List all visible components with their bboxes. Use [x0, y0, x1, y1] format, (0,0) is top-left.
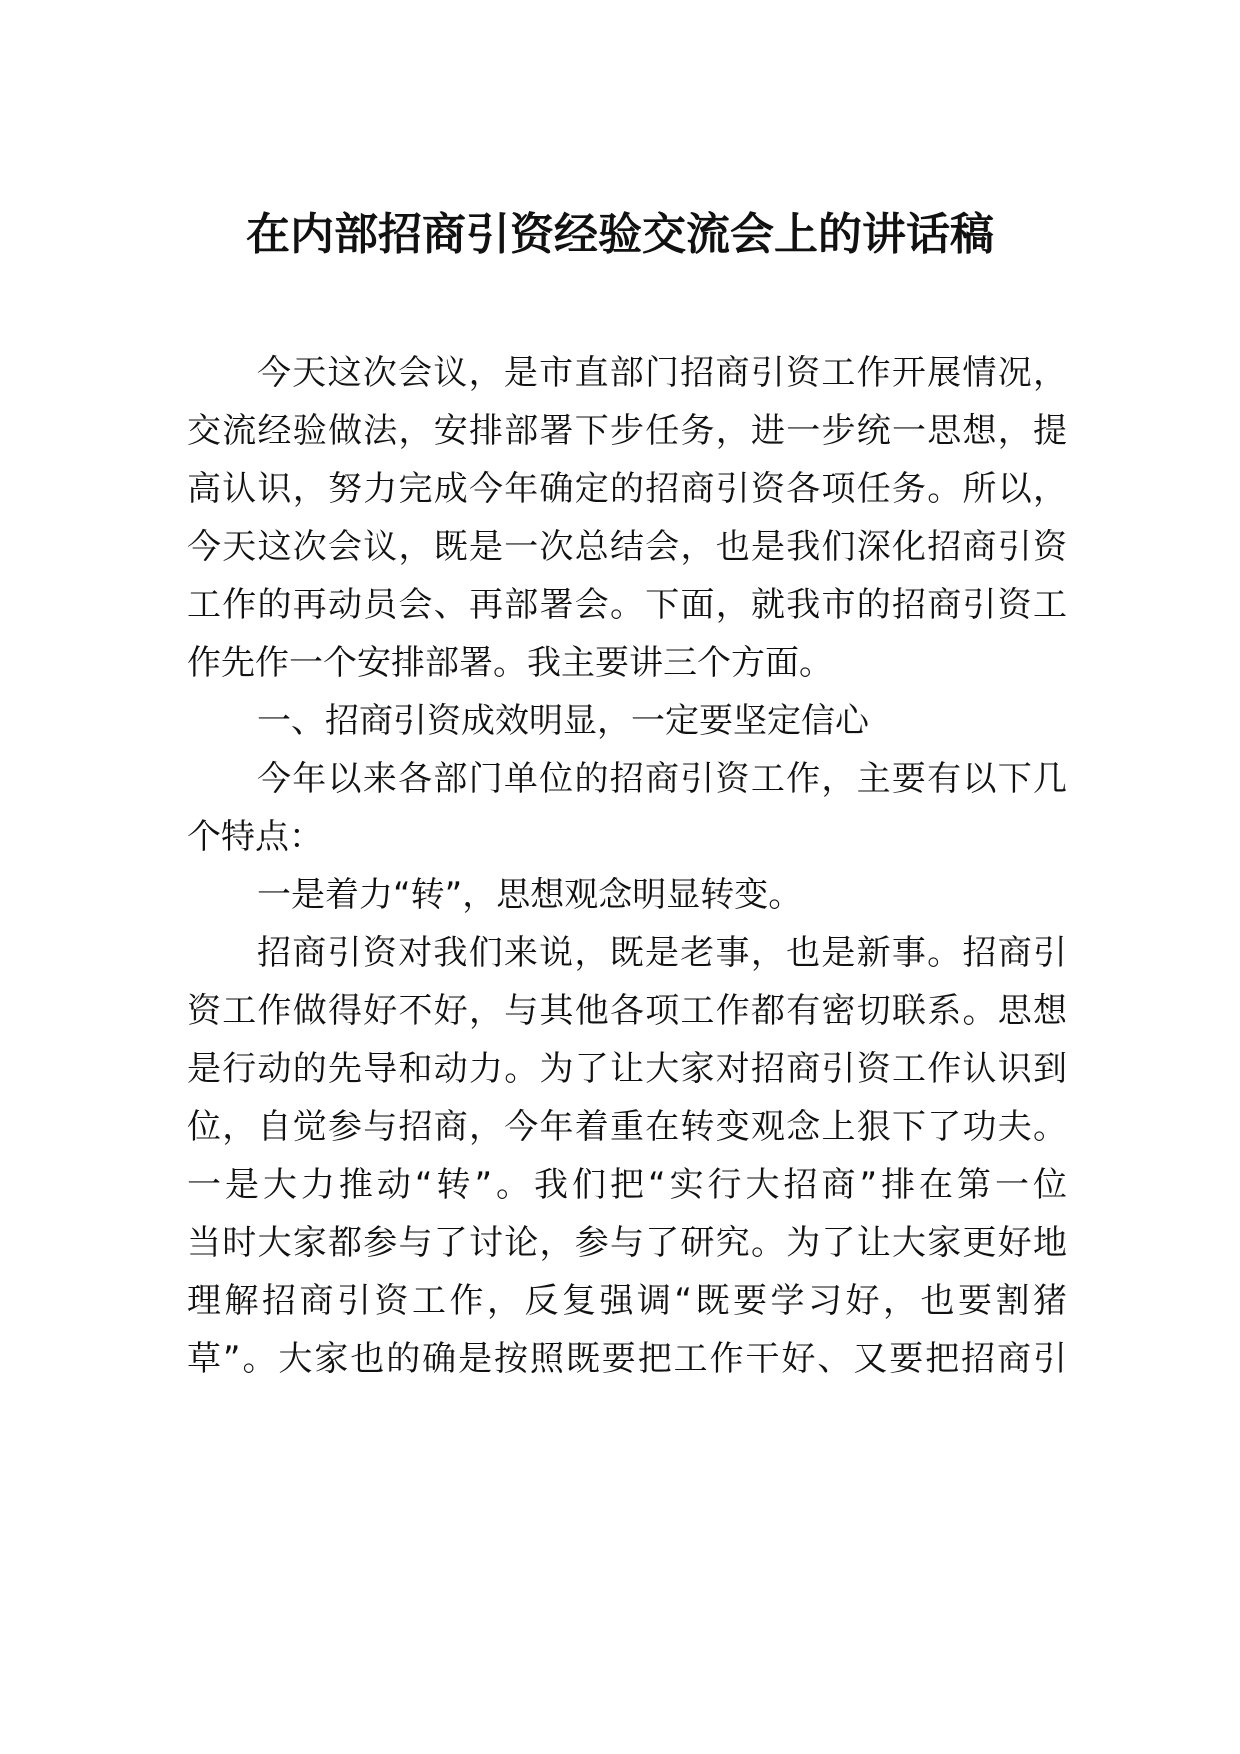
body-line: 一是大力推动“转”。我们把“实行大招商”排在第一位 — [187, 1165, 1067, 1205]
section-heading: 一、招商引资成效明显，一定要坚定信心 — [257, 701, 869, 741]
body-line: 今天这次会议，既是一次总结会，也是我们深化招商引资 — [187, 527, 1067, 567]
body-line: 高认识，努力完成今年确定的招商引资各项任务。所以， — [187, 469, 1067, 509]
body-line: 个特点： — [187, 817, 323, 857]
body-line: 当时大家都参与了讨论，参与了研究。为了让大家更好地 — [187, 1223, 1067, 1263]
body-line: 理解招商引资工作，反复强调“既要学习好，也要割猪 — [187, 1281, 1067, 1321]
body-line: 招商引资对我们来说，既是老事，也是新事。招商引 — [257, 933, 1067, 973]
document-title: 在内部招商引资经验交流会上的讲话稿 — [246, 209, 994, 260]
body-line: 工作的再动员会、再部署会。下面，就我市的招商引资工 — [187, 585, 1067, 625]
body-line: 草”。大家也的确是按照既要把工作干好、又要把招商引 — [187, 1339, 1067, 1379]
body-line: 资工作做得好不好，与其他各项工作都有密切联系。思想 — [187, 991, 1067, 1031]
body-line: 交流经验做法，安排部署下步任务，进一步统一思想，提 — [187, 411, 1067, 451]
body-line: 位，自觉参与招商，今年着重在转变观念上狠下了功夫。 — [187, 1107, 1067, 1147]
body-line: 今天这次会议，是市直部门招商引资工作开展情况， — [257, 353, 1067, 393]
body-line: 是行动的先导和动力。为了让大家对招商引资工作认识到 — [187, 1049, 1067, 1089]
body-line: 作先作一个安排部署。我主要讲三个方面。 — [187, 643, 833, 683]
body-line: 今年以来各部门单位的招商引资工作，主要有以下几 — [257, 759, 1067, 799]
sub-heading: 一是着力“转”，思想观念明显转变。 — [257, 875, 803, 915]
